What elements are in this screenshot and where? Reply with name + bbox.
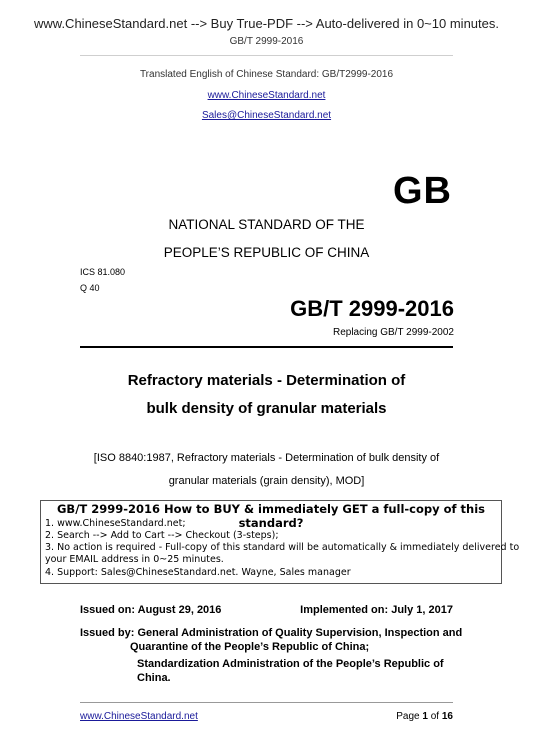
standard-code: GB/T 2999-2016 [290, 296, 454, 321]
issuer-line-4: China. [137, 672, 171, 684]
buy-step-3: 3. No action is required - Full-copy of this standard will be automatically & immediately delivered to [45, 542, 520, 553]
header-standard-code: GB/T 2999-2016 [229, 36, 304, 47]
title-line-2: bulk density of granular materials [146, 400, 387, 417]
buy-step-1: 1. www.ChineseStandard.net; [45, 518, 186, 529]
translated-email-wrap [0, 110, 533, 121]
replacing-note: Replacing GB/T 2999-2002 [332, 327, 454, 338]
buy-step-4: 4. Support: Sales@ChineseStandard.net. Wayne, Sales manager [45, 567, 351, 578]
buy-box-title: GB/T 2999-2016 How to BUY & immediately GET a full-copy of this standard? [56, 502, 486, 530]
issuer-line-1: Issued by: General Administration of Quality Supervision, Inspection and [80, 627, 463, 639]
footer-website-link[interactable]: www.ChineseStandard.net [80, 711, 198, 722]
page-indicator [0, 711, 453, 722]
issuer-line-3: Standardization Administration of the People’s Republic of [137, 658, 444, 670]
email-link[interactable]: Sales@ChineseStandard.net [201, 110, 332, 121]
website-link[interactable]: www.ChineseStandard.net [207, 90, 326, 101]
gb-logo: GB [393, 170, 452, 212]
page-number: 1 [422, 711, 428, 722]
iso-line-2: granular materials (grain density), MOD] [168, 475, 365, 487]
header-divider [80, 55, 453, 56]
translated-line: Translated English of Chinese Standard: GB/T2999-2016 [139, 69, 394, 80]
issued-date: Issued on: August 29, 2016 [80, 604, 222, 616]
iso-line-1: [ISO 8840:1987, Refractory materials - Determination of bulk density of [93, 452, 440, 464]
page-total: 16 [441, 711, 453, 722]
page-of: of [427, 711, 442, 722]
national-line-1: NATIONAL STANDARD OF THE [168, 217, 365, 232]
translated-website-wrap [0, 90, 533, 101]
q-code: Q 40 [80, 283, 100, 293]
implemented-date: Implemented on: July 1, 2017 [300, 604, 453, 616]
national-line-2: PEOPLE’S REPUBLIC OF CHINA [163, 245, 370, 260]
title-line-1: Refractory materials - Determination of [127, 372, 406, 389]
buy-step-2: 2. Search --> Add to Cart --> Checkout (3-steps); [45, 530, 279, 541]
buy-step-3-cont: your EMAIL address in 0~25 minutes. [45, 554, 224, 565]
issuer-line-2: Quarantine of the People’s Republic of China; [130, 641, 370, 653]
buy-instructions-box [40, 500, 520, 584]
page-label: Page [396, 711, 423, 722]
footer-divider [80, 702, 453, 703]
top-banner: www.ChineseStandard.net --> Buy True-PDF --> Auto-delivered in 0~10 minutes. [34, 16, 499, 31]
ics-code: ICS 81.080 [80, 267, 126, 277]
title-divider [80, 346, 453, 348]
